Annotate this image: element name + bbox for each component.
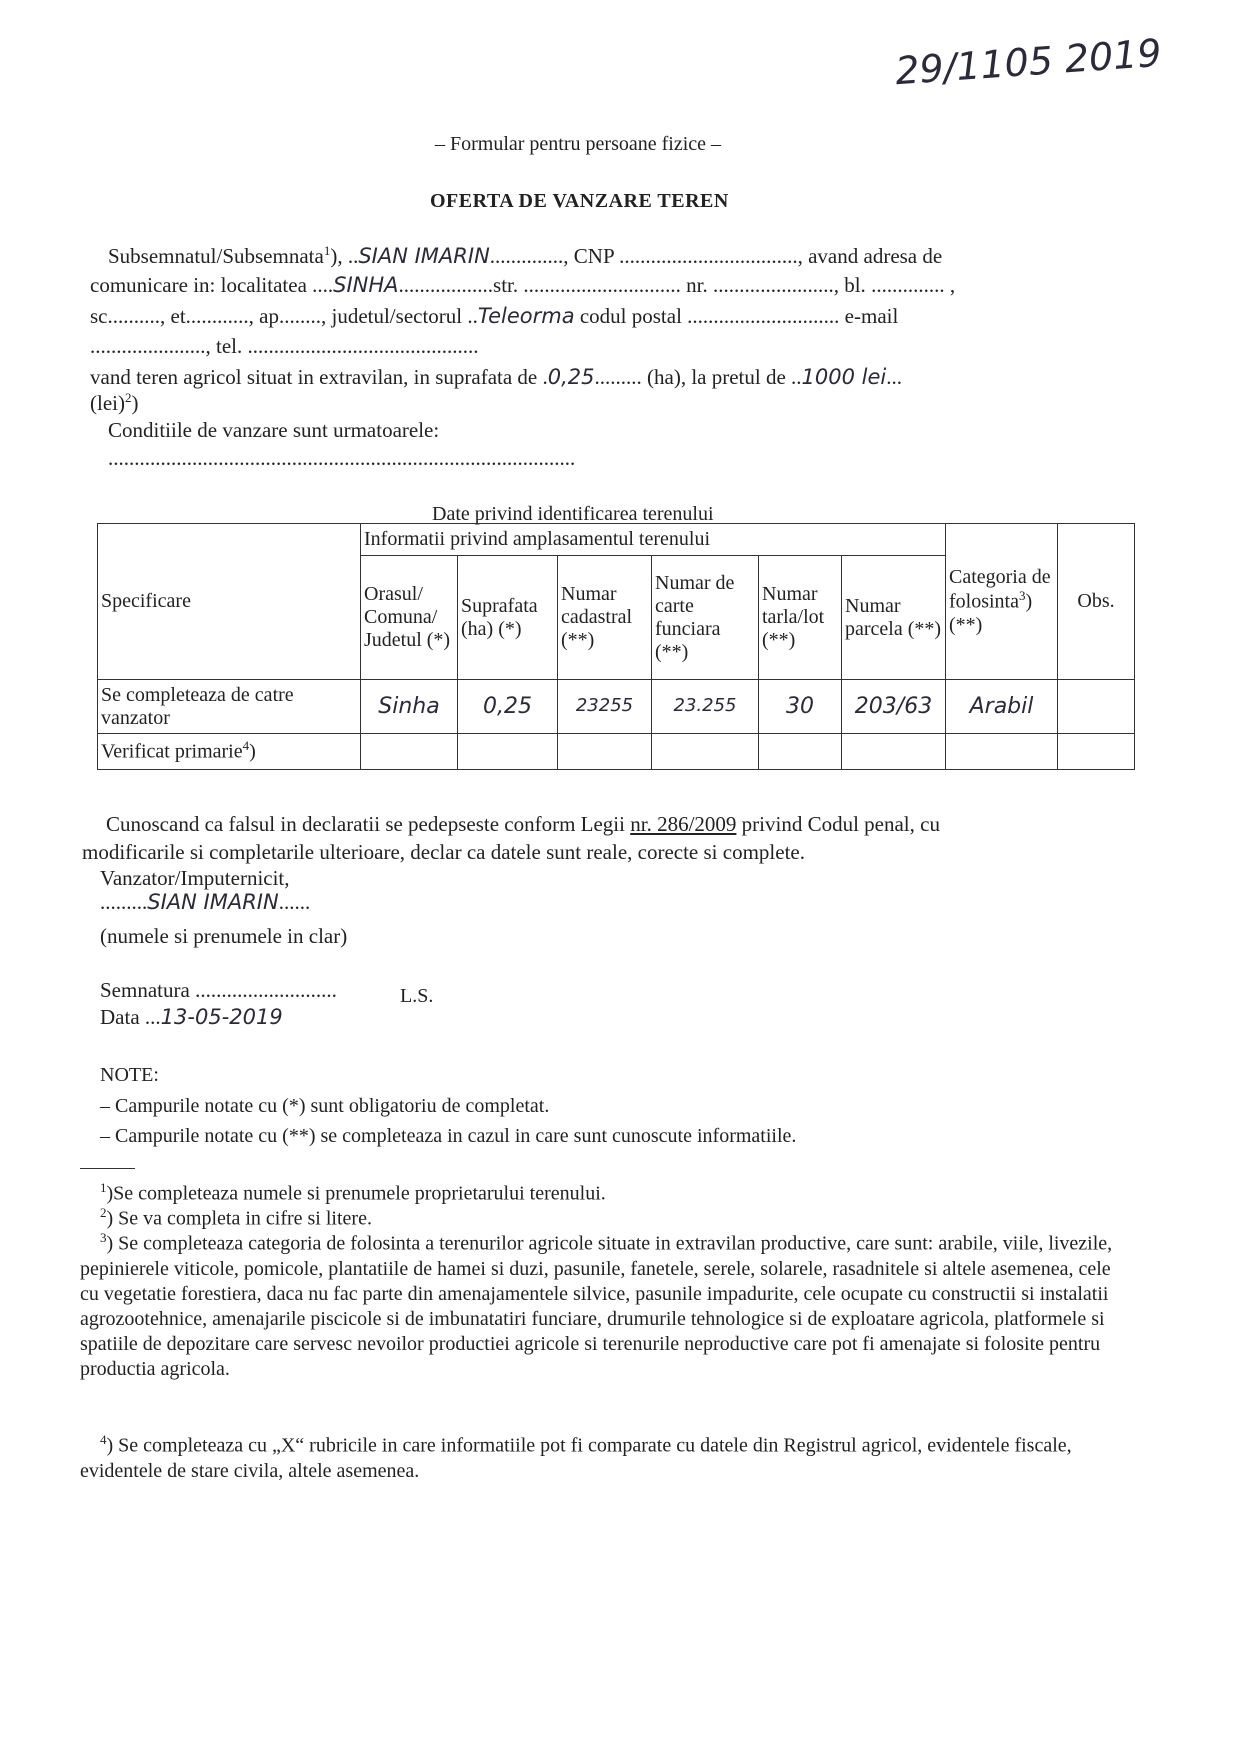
footnote-separator <box>80 1168 135 1169</box>
cell-obs <box>1058 680 1135 734</box>
declaration-seller-name: SIAN IMARIN <box>147 890 279 914</box>
law-reference: nr. 286/2009 <box>630 812 737 836</box>
footnote-4-text: ) Se completeaza cu „X“ rubricile in care informatiile pot fi comparate cu datele din Registrul agricol, evidentele fiscale, evidentele de stare civila, altele asemenea. <box>80 1434 1072 1482</box>
cell-land-book: 23.255 <box>652 680 759 734</box>
county-value: Teleorma <box>477 304 575 328</box>
cell-checked-obs <box>1058 734 1135 770</box>
header-suprafata: Suprafata (ha) (*) <box>458 556 558 680</box>
header-categoria: Categoria de folosinta$^3$) (**) <box>946 524 1058 680</box>
signature-line: Semnatura ........................... <box>100 978 337 1002</box>
conditions-dotted-line: ......................................................................................... <box>108 446 576 470</box>
date-value: 13-05-2019 <box>160 1005 283 1029</box>
label-bl: , bl. <box>833 273 866 297</box>
header-obs: Obs. <box>1058 524 1135 680</box>
signature-label: Semnatura <box>100 978 190 1002</box>
declaration-line-1 <box>106 812 940 837</box>
label-pretul: (ha), la pretul de <box>647 365 786 389</box>
label-email: e-mail <box>844 304 899 328</box>
footnote-1-mark: 1 <box>100 1180 107 1195</box>
seller-line-5: vand teren agricol situat in extravilan, in suprafata de .0,25......... (ha), la pretul de ..1000 lei... <box>90 365 903 389</box>
label-suprafata: vand teren agricol situat in extravilan, in suprafata de <box>90 365 538 389</box>
cell-checked-area <box>458 734 558 770</box>
label-tel: , tel. <box>205 334 243 358</box>
notes-title: NOTE: <box>100 1064 159 1086</box>
cell-parcel: 203/63 <box>842 680 946 734</box>
footnote-2-text: ) Se va completa in cifre si litere. <box>106 1207 372 1230</box>
label-et: , et. <box>160 304 191 328</box>
received-stamp: 29/1105 2019 <box>893 30 1163 94</box>
footnote-ref-2: 2 <box>124 390 132 405</box>
cell-location: Sinha <box>361 680 458 734</box>
cell-checked-cadastral <box>558 734 652 770</box>
header-amplasament: Informatii privind amplasamentul terenului <box>361 524 946 556</box>
footnote-ref-1: 1 <box>323 243 331 258</box>
table-caption: Date privind identificarea terenului <box>432 503 714 525</box>
seller-line-4: ......................, tel. ............................................ <box>90 334 479 358</box>
label-judetul: , judetul/sectorul <box>320 304 463 328</box>
price-value: 1000 lei <box>801 365 887 389</box>
cell-checked-category <box>946 734 1058 770</box>
footnote-1 <box>100 1180 1150 1207</box>
page-title: OFERTA DE VANZARE TEREN <box>430 190 729 212</box>
footnote-4-mark: 4 <box>100 1432 107 1447</box>
footnote-2-mark: 2 <box>100 1205 107 1220</box>
label-localitatea: comunicare in: localitatea <box>90 273 307 297</box>
seller-role-label: Vanzator/Imputernicit, <box>100 866 290 890</box>
note-2: – Campurile notate cu (**) se completeaza in cazul in care sunt cunoscute informatiile. <box>100 1125 797 1147</box>
conditions-label: Conditiile de vanzare sunt urmatoarele: <box>108 418 440 442</box>
declaration-line-2: modificarile si completarile ulterioare, declar ca datele sunt reale, corecte si complete. <box>82 840 805 864</box>
label-sc: sc. <box>90 304 113 328</box>
land-identification-table <box>97 523 1135 770</box>
seller-line-1: Subsemnatul/Subsemnata$^1$), ..SIAN IMARIN.............., CNP .................................., avand adresa de <box>108 243 943 268</box>
label-cnp: , CNP <box>563 244 614 268</box>
label-nr: nr. <box>686 273 708 297</box>
label-str: str. <box>493 273 519 297</box>
note-1: – Campurile notate cu (*) sunt obligatoriu de completat. <box>100 1095 550 1117</box>
footnote-ref-3: 3 <box>1019 588 1026 604</box>
footnote-3-text: ) Se completeaza categoria de folosinta a terenurilor agricole situate in extravilan productive, care sunt: arabile, viile, livezile, pepinierele viticole, pomicole, plantatiile de hamei si duzi, pasunile, fanetele, serele, solarele, rasadnitele si altele asemenea, cele cu vegetatie forestiera, daca nu fac parte din amenajamentele silvice, pasunile impadurite, cele ocupate cu constructii si instalatii agrozootehnice, amenajarile piscicole si de imbunatatiri funciare, drumurile tehnologice si de exploatare agricola, platformele si spatiile de depozitare care servesc nevoilor productiei agricole si terenurile neproductive care pot fi amenajate si folosite pentru productia agricola. <box>80 1232 1113 1380</box>
cell-tarla: 30 <box>759 680 842 734</box>
ls-label: L.S. <box>400 985 434 1007</box>
cell-checked-location <box>361 734 458 770</box>
header-parcela: Numar parcela (**) <box>842 556 946 680</box>
cell-category: Arabil <box>946 680 1058 734</box>
cell-area: 0,25 <box>458 680 558 734</box>
date-label: Data <box>100 1005 140 1029</box>
header-specificare: Specificare <box>98 524 361 680</box>
footnote-ref-4: 4 <box>242 738 250 754</box>
form-type-label: – Formular pentru persoane fizice – <box>435 133 722 155</box>
seller-line-3: sc.........., et............, ap........, judetul/sectorul ..Teleorma codul postal ............................. e-mail <box>90 304 899 328</box>
footnote-3 <box>80 1230 1130 1382</box>
footnote-3-mark: 3 <box>100 1230 107 1245</box>
label-subsemnatul: Subsemnatul/Subsemnata <box>108 244 324 268</box>
name-hint: (numele si prenumele in clar) <box>100 924 348 948</box>
row-label-verificat-text: Verificat primarie <box>101 740 243 763</box>
header-tarla-lot: Numar tarla/lot (**) <box>759 556 842 680</box>
label-avand-adresa: avand adresa de <box>808 244 943 268</box>
label-codul-postal: codul postal <box>579 304 682 328</box>
label-lei: (lei) <box>90 391 125 415</box>
locality-value: SINHA <box>333 273 399 297</box>
seller-line-6: (lei)$^2$) <box>90 390 139 415</box>
row-label-verificat: Verificat primarie$^4$) <box>98 734 361 770</box>
footnote-2 <box>100 1205 1150 1232</box>
date-line: Data ...13-05-2019 <box>100 1005 283 1029</box>
cell-checked-parcel <box>842 734 946 770</box>
declaration-text-1: Cunoscand ca falsul in declaratii se pedepseste conform Legii <box>106 812 625 836</box>
seller-name-line: .........SIAN IMARIN...... <box>100 890 311 914</box>
seller-line-2: comunicare in: localitatea ....SINHA..................str. .............................. nr. ......................., bl. .............. , <box>90 273 956 297</box>
cell-cadastral: 23255 <box>558 680 652 734</box>
header-numar-cadastral: Numar cadastral (**) <box>558 556 652 680</box>
area-value: 0,25 <box>547 365 595 389</box>
header-categoria-label: Categoria de folosinta <box>949 566 1051 613</box>
label-ap: , ap. <box>248 304 285 328</box>
row-label-vanzator: Se completeaza de catre vanzator <box>98 680 361 734</box>
cell-checked-land-book <box>652 734 759 770</box>
declaration-text-1-tail: privind Codul penal, cu <box>741 812 940 836</box>
footnote-1-text: )Se completeaza numele si prenumele proprietarului terenului. <box>106 1182 606 1205</box>
seller-name-value: SIAN IMARIN <box>358 244 490 268</box>
cell-checked-tarla <box>759 734 842 770</box>
header-carte-funciara: Numar de carte funciara (**) <box>652 556 759 680</box>
header-categoria-tail: (**) <box>949 613 983 636</box>
header-orasul: Orasul/ Comuna/ Judetul (*) <box>361 556 458 680</box>
footnote-4 <box>80 1432 1130 1484</box>
